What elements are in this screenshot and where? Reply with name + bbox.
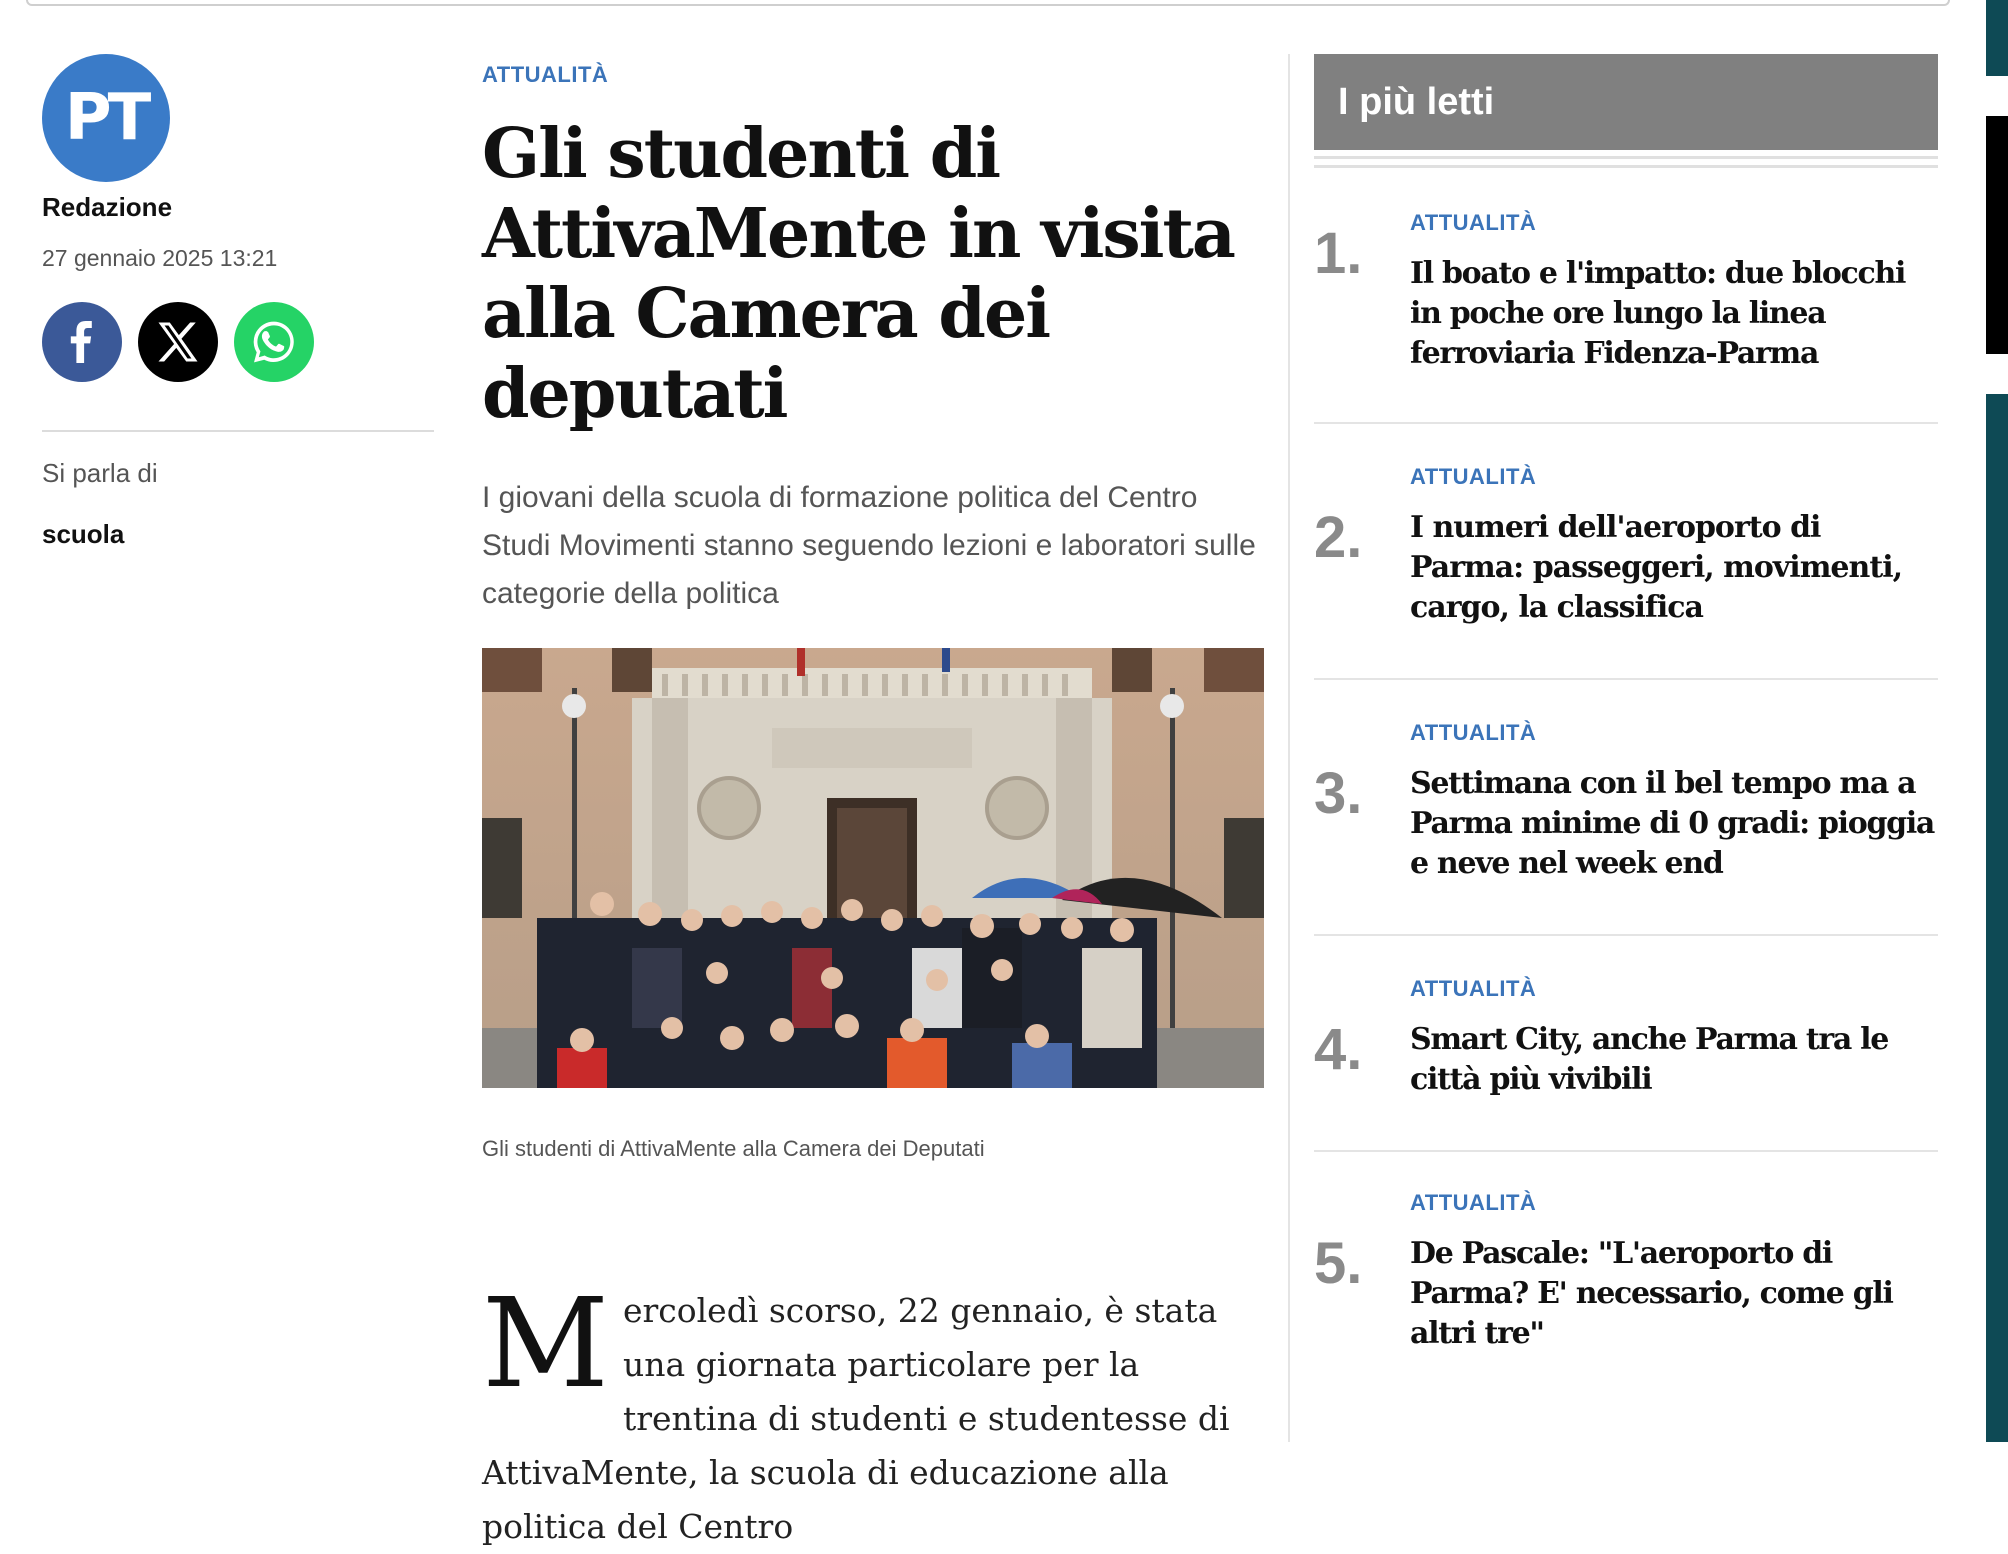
most-read-item[interactable] [1314, 168, 1938, 424]
article-category[interactable]: ATTUALITÀ [482, 62, 609, 87]
edge-bar-middle [1986, 116, 2008, 354]
edge-bar-top [1986, 0, 2008, 76]
facebook-icon [65, 321, 99, 363]
sidebar-rule [1314, 156, 1938, 168]
rank-number: 3. [1314, 761, 1363, 826]
rank-number: 5. [1314, 1231, 1363, 1296]
rank-category[interactable]: ATTUALITÀ [1410, 976, 1537, 1001]
rank-category[interactable]: ATTUALITÀ [1410, 1190, 1537, 1215]
most-read-item[interactable] [1314, 680, 1938, 936]
most-read-item[interactable] [1314, 1152, 1938, 1351]
share-buttons [42, 302, 434, 382]
rank-category[interactable]: ATTUALITÀ [1410, 464, 1537, 489]
most-read-title: I più letti [1314, 54, 1938, 150]
drop-cap: M [482, 1272, 609, 1416]
topic-link-scuola[interactable]: scuola [42, 519, 125, 549]
article-body [482, 1272, 1264, 1554]
publisher-logo[interactable]: PT [42, 54, 170, 182]
rank-title[interactable]: I numeri dell'aeroporto di Parma: passeggeri, movimenti, cargo, la classifica [1410, 510, 1903, 625]
author-panel [42, 54, 434, 550]
edge-bar-bottom [1986, 394, 2008, 1442]
rank-category[interactable]: ATTUALITÀ [1410, 210, 1537, 235]
most-read-item[interactable] [1314, 424, 1938, 680]
share-facebook-button[interactable] [42, 302, 122, 382]
rank-title[interactable]: Settimana con il bel tempo ma a Parma minime di 0 gradi: pioggia e neve nel week end [1410, 766, 1935, 881]
most-read-item[interactable] [1314, 936, 1938, 1152]
most-read-sidebar [1314, 54, 1938, 1351]
author-name[interactable]: Redazione [42, 192, 173, 222]
share-whatsapp-button[interactable] [234, 302, 314, 382]
article-subtitle: I giovani della scuola di formazione politica del Centro Studi Movimenti stanno seguendo lezioni e laboratori sulle categorie della politica [482, 481, 1256, 610]
photo-caption: Gli studenti di AttivaMente alla Camera dei Deputati [482, 1136, 985, 1161]
rank-number: 1. [1314, 221, 1363, 286]
article-title: Gli studenti di AttivaMente in visita alla Camera dei deputati [482, 114, 1234, 434]
article [482, 62, 1264, 1554]
rank-title[interactable]: De Pascale: "L'aeroporto di Parma? E' necessario, come gli altri tre" [1410, 1236, 1893, 1351]
article-body-text: ercoledì scorso, 22 gennaio, è stata una giornata particolare per la trentina di studenti e studentesse di AttivaMente, la scuola di educazione alla politica del Centro [482, 1291, 1230, 1546]
rank-title[interactable]: Smart City, anche Parma tra le città più vivibili [1410, 1022, 1889, 1097]
browser-top-edge [26, 0, 1950, 6]
left-divider [42, 430, 434, 432]
share-x-button[interactable] [138, 302, 218, 382]
column-divider [1288, 54, 1290, 1442]
publish-date: 27 gennaio 2025 13:21 [42, 245, 278, 271]
article-photo[interactable] [482, 648, 1264, 1088]
rank-number: 2. [1314, 505, 1363, 570]
rank-category[interactable]: ATTUALITÀ [1410, 720, 1537, 745]
whatsapp-icon [249, 317, 299, 367]
rank-title[interactable]: Il boato e l'impatto: due blocchi in poche ore lungo la linea ferroviaria Fidenza-Parma [1410, 256, 1906, 371]
rank-number: 4. [1314, 1017, 1363, 1082]
x-icon [152, 316, 204, 368]
topics-label: Si parla di [42, 458, 158, 488]
